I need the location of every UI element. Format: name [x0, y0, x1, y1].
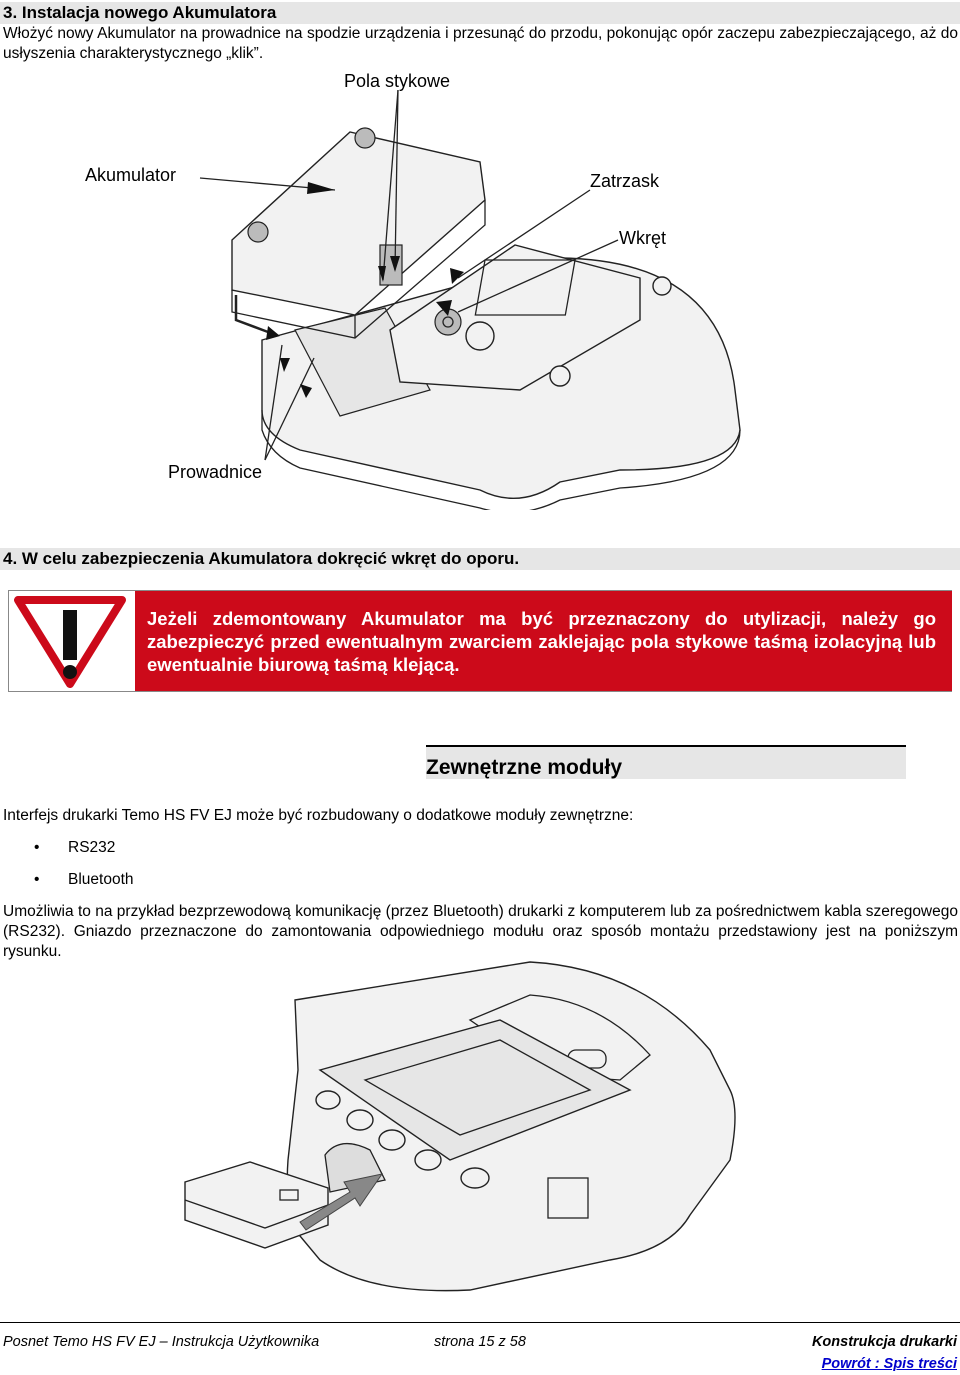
footer-doc-title: Posnet Temo HS FV EJ – Instrukcja Użytkownika — [3, 1334, 320, 1350]
footer-page-number: strona 15 z 58 — [434, 1334, 526, 1350]
step-3-text: Włożyć nowy Akumulator na prowadnice na spodzie urządzenia i przesunąć do przodu, pokonując opór zaczepu zabezpieczającego, aż do usłyszenia charakterystycznego „klik”. — [3, 25, 958, 62]
battery-installation-drawing — [0, 90, 960, 510]
section-text: Umożliwia to na przykład bezprzewodową komunikację (przez Bluetooth) drukarki z komputerem lub za pośrednictwem kabla szeregowego (RS232). Gniazdo przeznaczone do zamontowania odpowiedniego modułu oraz sposób montażu przedstawiony jest na poniższym rysunku. — [3, 903, 958, 960]
module-installation-drawing — [170, 960, 750, 1295]
label-contacts: Pola stykowe — [344, 71, 451, 91]
step-3-heading: 3. Instalacja nowego Akumulatora — [0, 2, 960, 24]
section-title: Zewnętrzne moduły — [426, 745, 906, 779]
bullet-bluetooth: Bluetooth — [68, 871, 134, 888]
footer-section-name: Konstrukcja drukarki — [811, 1334, 957, 1350]
bullet-marker: • — [34, 839, 40, 856]
label-battery: Akumulator — [85, 165, 177, 185]
section-intro: Interfejs drukarki Temo HS FV EJ może być rozbudowany o dodatkowe moduły zewnętrzne: — [3, 807, 634, 824]
label-screw: Wkręt — [619, 228, 666, 248]
footer-rule — [0, 1322, 960, 1323]
warning-text: Jeżeli zdemontowany Akumulator ma być przeznaczony do utylizacji, należy go zabezpieczyć przed ewentualnym zwarciem zaklejając pola stykowe taśmą izolacyjną lub ewentualnie biurową taśmą klejącą. — [135, 591, 952, 691]
bullet-rs232: RS232 — [68, 839, 116, 856]
label-guides: Prowadnice — [168, 462, 263, 482]
label-latch: Zatrzask — [590, 171, 660, 191]
bullet-marker: • — [34, 871, 40, 888]
step-4-heading: 4. W celu zabezpieczenia Akumulatora dokręcić wkręt do oporu. — [0, 548, 960, 570]
warning-triangle-icon — [14, 596, 126, 688]
back-to-toc-link[interactable]: Powrót : Spis treści — [821, 1356, 957, 1372]
